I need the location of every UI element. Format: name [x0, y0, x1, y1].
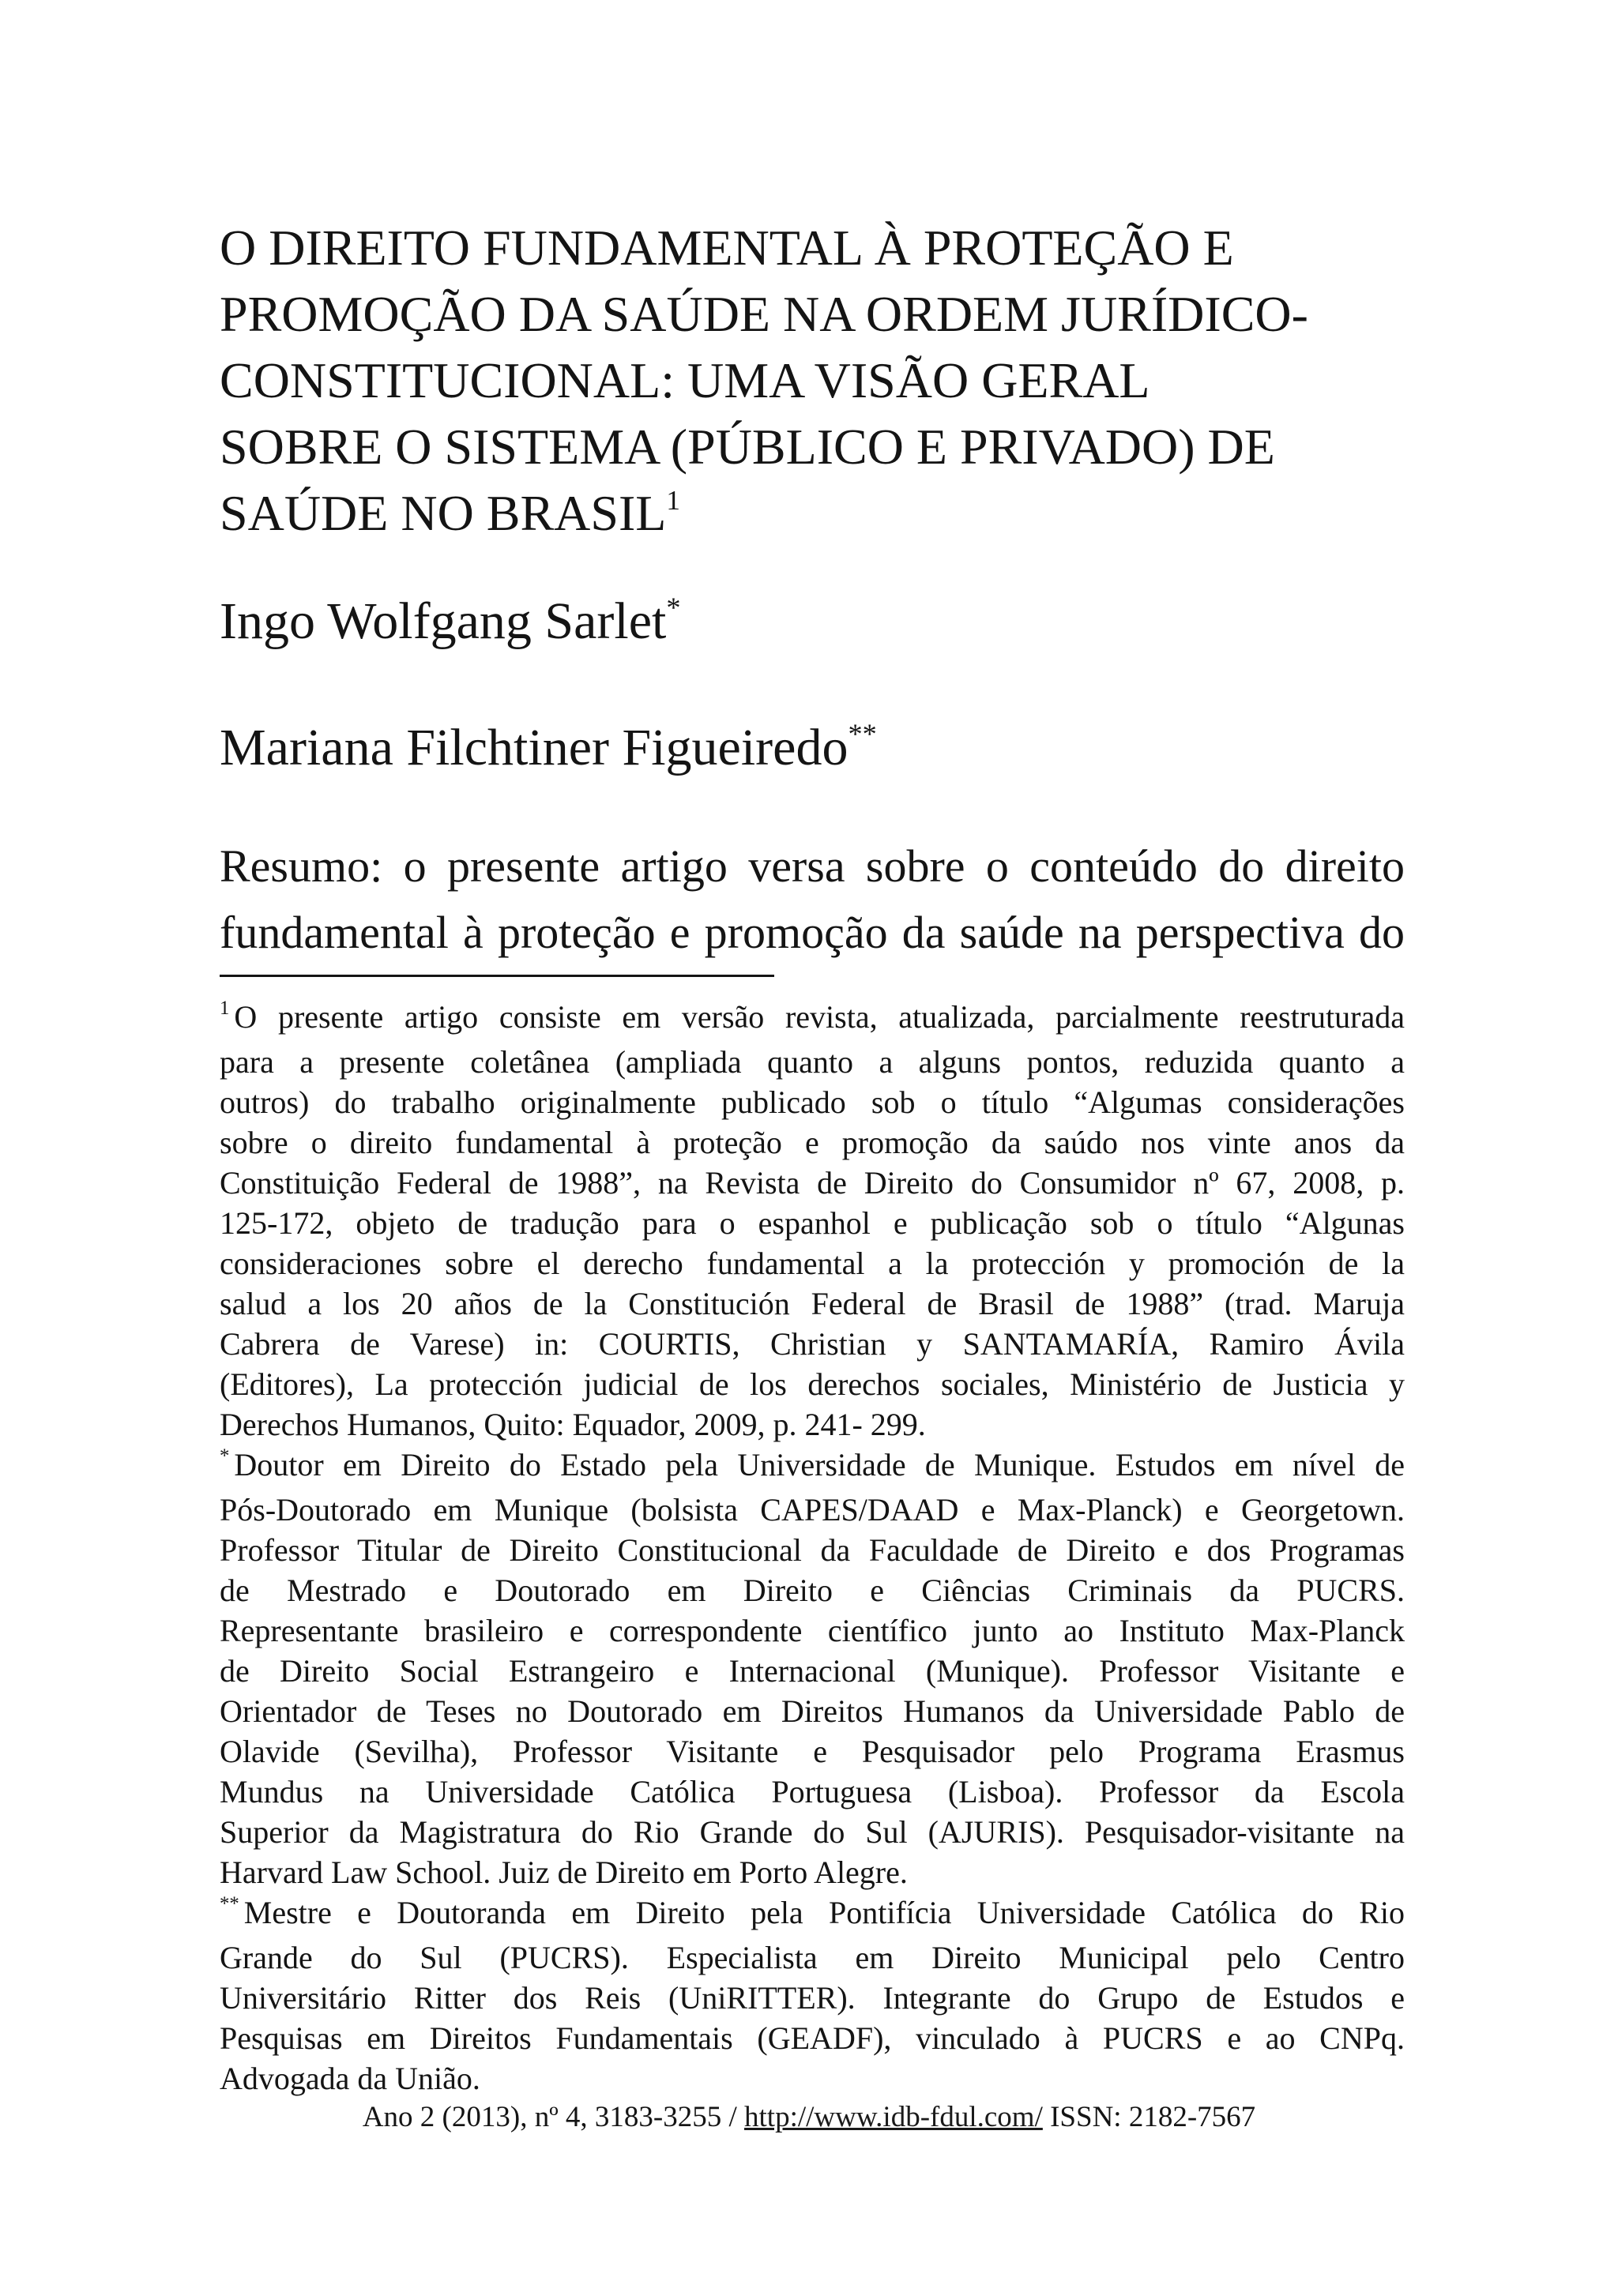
footnote-line-text: Doutor em Direito do Estado pela Universidade de Munique. Estudos em nível de — [234, 1447, 1405, 1482]
footnote-line — [220, 1163, 1405, 1203]
footnote-line — [220, 1772, 1405, 1812]
title-line: PROMOÇÃO DA SAÚDE NA ORDEM JURÍDICO- — [220, 286, 1308, 342]
footnote-line — [220, 1610, 1405, 1651]
title-line: CONSTITUCIONAL: UMA VISÃO GERAL — [220, 352, 1150, 408]
footnote-line-text: Mundus na Universidade Católica Portuguesa (Lisboa). Professor da Escola — [220, 1774, 1405, 1809]
footnote-line-text: Constituição Federal de 1988”, na Revista de Direito do Consumidor nº 67, 2008, p. — [220, 1165, 1405, 1201]
footnote-line — [220, 2018, 1405, 2058]
footnote-line-text: Pesquisas em Direitos Fundamentais (GEADF), vinculado à PUCRS e ao CNPq. — [220, 2020, 1405, 2056]
title-line-text: SAÚDE NO BRASIL — [220, 485, 667, 541]
footnote-line-text: O presente artigo consiste em versão revista, atualizada, parcialmente reestruturada — [234, 999, 1405, 1035]
footnote-line-text: Pós-Doutorado em Munique (bolsista CAPES/DAAD e Max-Planck) e Georgetown. — [220, 1492, 1405, 1528]
footnote-line — [220, 1570, 1405, 1610]
footnote-line-text: salud a los 20 años de la Constitución Federal de Brasil de 1988” (trad. Maruja — [220, 1286, 1405, 1321]
footnote-line — [220, 1283, 1405, 1324]
footnote-line — [220, 1364, 1405, 1404]
page-footer — [0, 2099, 1618, 2136]
footnote-line-text: Grande do Sul (PUCRS). Especialista em Direito Municipal pelo Centro — [220, 1940, 1405, 1975]
title-line: SOBRE O SISTEMA (PÚBLICO E PRIVADO) DE — [220, 419, 1275, 475]
footnote-line — [220, 1203, 1405, 1243]
footnote-line-text: Mestre e Doutoranda em Direito pela Pontifícia Universidade Católica do Rio — [243, 1895, 1405, 1930]
footnote-line — [220, 1651, 1405, 1691]
footnote-line — [220, 1243, 1405, 1283]
footnote — [220, 1892, 1405, 2099]
footnote-separator — [220, 975, 774, 977]
footnote-line — [220, 1122, 1405, 1163]
footnote-line — [220, 1530, 1405, 1570]
footnote-line — [220, 1937, 1405, 1978]
abstract — [220, 833, 1405, 966]
footer-link[interactable]: http://www.idb-fdul.com/ — [744, 2101, 1043, 2133]
footnote-mark: * — [220, 1445, 230, 1467]
footnote-line-text: Derechos Humanos, Quito: Equador, 2009, p. 241- 299. — [220, 1407, 926, 1442]
footnote-line-text: Representante brasileiro e correspondente científico junto ao Instituto Max-Planck — [220, 1613, 1405, 1648]
footnote-line-text: Universitário Ritter dos Reis (UniRITTER). Integrante do Grupo de Estudos e — [220, 1980, 1405, 2016]
footnote-line — [220, 1404, 1405, 1445]
author-footnote-mark[interactable]: * — [666, 591, 681, 623]
footnote-line-text: Olavide (Sevilha), Professor Visitante e Pesquisador pelo Programa Erasmus — [220, 1734, 1405, 1769]
footnote-line — [220, 2058, 1405, 2099]
title-footnote-mark[interactable]: 1 — [666, 484, 680, 516]
footnote-mark: ** — [220, 1892, 239, 1915]
footnote-line — [220, 1082, 1405, 1122]
footnote-line-text: de Direito Social Estrangeiro e Internacional (Munique). Professor Visitante e — [220, 1653, 1405, 1689]
author-name — [220, 715, 1405, 788]
footnote-line-text: Orientador de Teses no Doutorado em Direitos Humanos da Universidade Pablo de — [220, 1693, 1405, 1729]
footnote-line — [220, 1852, 1405, 1892]
title-line: O DIREITO FUNDAMENTAL À PROTEÇÃO E — [220, 220, 1234, 276]
author-name-text: Ingo Wolfgang Sarlet — [220, 592, 667, 650]
footnote-line-text: consideraciones sobre el derecho fundamental a la protección y promoción de la — [220, 1246, 1405, 1281]
author-name — [220, 588, 1405, 662]
footnote-line — [220, 1892, 1405, 1937]
footnote-line — [220, 1324, 1405, 1364]
footer-issn: ISSN: 2182-7567 — [1042, 2101, 1256, 2133]
footnote-line-text: de Mestrado e Doutorado em Direito e Ciências Criminais da PUCRS. — [220, 1573, 1405, 1608]
abstract-line: fundamental à proteção e promoção da saúde na perspectiva do — [220, 907, 1405, 958]
footnote-line — [220, 1731, 1405, 1772]
footnote-line — [220, 1445, 1405, 1490]
article-title — [220, 215, 1405, 554]
footnote-line-text: Advogada da União. — [220, 2061, 480, 2096]
footnote-line — [220, 1042, 1405, 1082]
footnote-line — [220, 1812, 1405, 1852]
footnote-line-text: sobre o direito fundamental à proteção e promoção da saúdo nos vinte anos da — [220, 1125, 1405, 1160]
footnote-line — [220, 1490, 1405, 1530]
footnotes — [220, 997, 1405, 2099]
footnote — [220, 1445, 1405, 1892]
footnote-line-text: Professor Titular de Direito Constitucional da Faculdade de Direito e dos Programas — [220, 1532, 1405, 1568]
footnote-line-text: 125-172, objeto de tradução para o espanhol e publicação sob o título “Algunas — [220, 1205, 1405, 1241]
footer-citation: Ano 2 (2013), nº 4, 3183-3255 / — [362, 2101, 745, 2133]
footnote-line-text: Cabrera de Varese) in: COURTIS, Christian y SANTAMARÍA, Ramiro Ávila — [220, 1326, 1405, 1362]
footnote-line — [220, 1691, 1405, 1731]
abstract-line: Resumo: o presente artigo versa sobre o conteúdo do direito — [220, 840, 1405, 892]
footnote-line-text: para a presente coletânea (ampliada quanto a alguns pontos, reduzida quanto a — [220, 1044, 1405, 1080]
footnote — [220, 997, 1405, 1445]
footnote-line-text: outros) do trabalho originalmente publicado sob o título “Algumas considerações — [220, 1084, 1405, 1120]
footnote-line-text: Harvard Law School. Juiz de Direito em Porto Alegre. — [220, 1854, 908, 1890]
author-footnote-mark[interactable]: ** — [848, 717, 877, 750]
footnote-line-text: Superior da Magistratura do Rio Grande do Sul (AJURIS). Pesquisador-visitante na — [220, 1814, 1405, 1850]
author-name-text: Mariana Filchtiner Figueiredo — [220, 719, 849, 776]
footnote-line — [220, 997, 1405, 1042]
footnote-line — [220, 1978, 1405, 2018]
footnote-line-text: (Editores), La protección judicial de los derechos sociales, Ministério de Justicia y — [220, 1366, 1405, 1402]
title-line — [220, 480, 1405, 554]
footnote-mark: 1 — [220, 997, 230, 1019]
